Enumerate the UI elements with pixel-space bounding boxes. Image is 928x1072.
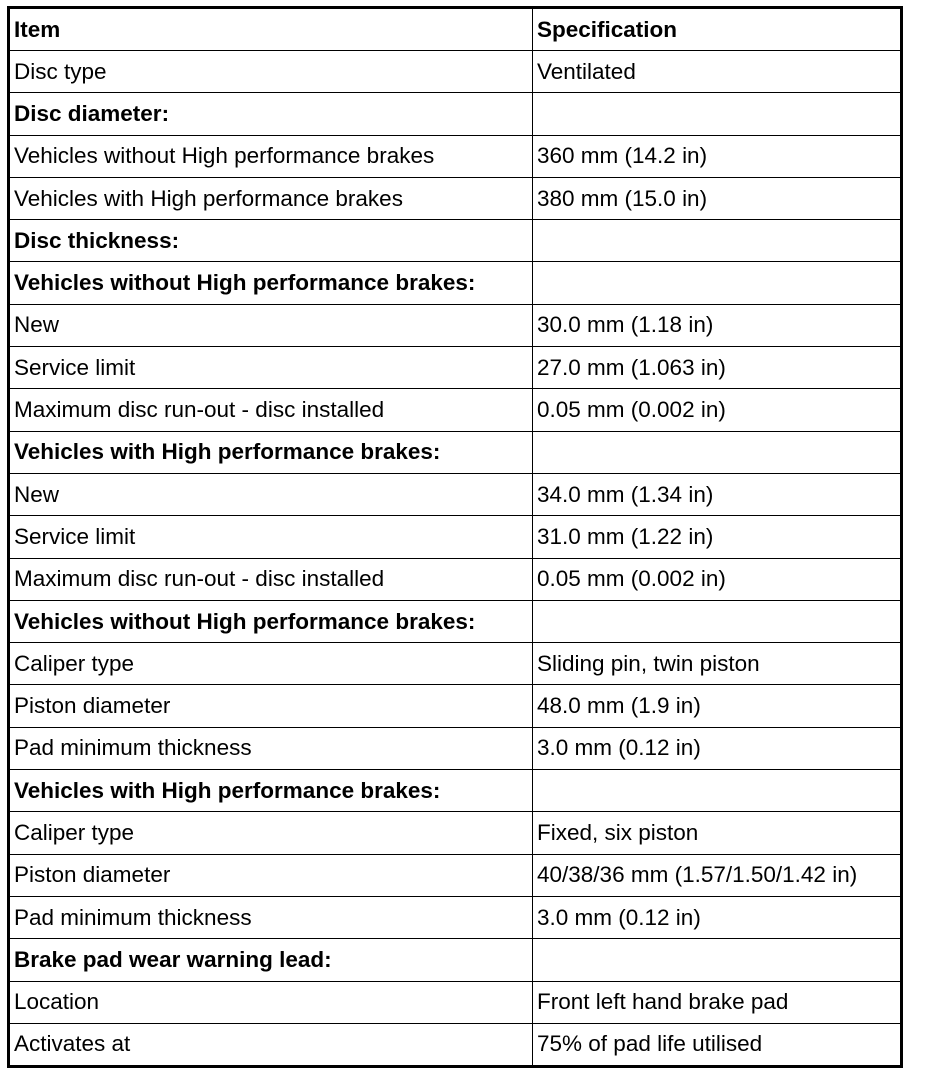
section-heading-row xyxy=(9,939,902,981)
section-heading-cell: Vehicles without High performance brakes: xyxy=(9,262,533,304)
item-cell: New xyxy=(9,473,533,515)
item-cell: Vehicles without High performance brakes xyxy=(9,135,533,177)
specification-cell: Fixed, six piston xyxy=(533,812,902,854)
specification-cell: 40/38/36 mm (1.57/1.50/1.42 in) xyxy=(533,854,902,896)
section-heading-row xyxy=(9,262,902,304)
specification-cell: 0.05 mm (0.002 in) xyxy=(533,389,902,431)
spec-table xyxy=(7,6,903,1068)
item-cell: Disc type xyxy=(9,51,533,93)
specification-cell xyxy=(533,431,902,473)
table-row xyxy=(9,347,902,389)
section-heading-row xyxy=(9,220,902,262)
section-heading-cell: Brake pad wear warning lead: xyxy=(9,939,533,981)
specification-cell xyxy=(533,220,902,262)
specification-cell: Front left hand brake pad xyxy=(533,981,902,1023)
specification-cell: 75% of pad life utilised xyxy=(533,1023,902,1066)
table-row xyxy=(9,177,902,219)
specification-cell xyxy=(533,600,902,642)
specification-cell: 0.05 mm (0.002 in) xyxy=(533,558,902,600)
table-row xyxy=(9,896,902,938)
table-row xyxy=(9,558,902,600)
item-cell: Maximum disc run-out - disc installed xyxy=(9,389,533,431)
section-heading-row xyxy=(9,600,902,642)
specification-cell xyxy=(533,770,902,812)
item-cell: Maximum disc run-out - disc installed xyxy=(9,558,533,600)
table-row xyxy=(9,516,902,558)
specification-cell: 48.0 mm (1.9 in) xyxy=(533,685,902,727)
specification-cell: Sliding pin, twin piston xyxy=(533,643,902,685)
table-row xyxy=(9,981,902,1023)
specification-cell: 360 mm (14.2 in) xyxy=(533,135,902,177)
section-heading-cell: Vehicles with High performance brakes: xyxy=(9,770,533,812)
specification-cell: Ventilated xyxy=(533,51,902,93)
table-row xyxy=(9,304,902,346)
item-cell: Service limit xyxy=(9,347,533,389)
table-row xyxy=(9,473,902,515)
item-cell: Piston diameter xyxy=(9,854,533,896)
specification-cell xyxy=(533,93,902,135)
specification-cell xyxy=(533,262,902,304)
specification-cell: 30.0 mm (1.18 in) xyxy=(533,304,902,346)
item-cell: Location xyxy=(9,981,533,1023)
section-heading-cell: Disc diameter: xyxy=(9,93,533,135)
table-row xyxy=(9,685,902,727)
table-row xyxy=(9,1023,902,1066)
specification-cell xyxy=(533,939,902,981)
section-heading-cell: Vehicles with High performance brakes: xyxy=(9,431,533,473)
section-heading-cell: Vehicles without High performance brakes: xyxy=(9,600,533,642)
specification-cell: 3.0 mm (0.12 in) xyxy=(533,896,902,938)
table-row xyxy=(9,643,902,685)
item-cell: Piston diameter xyxy=(9,685,533,727)
table-row xyxy=(9,389,902,431)
item-cell: Vehicles with High performance brakes xyxy=(9,177,533,219)
section-heading-cell: Disc thickness: xyxy=(9,220,533,262)
section-heading-row xyxy=(9,431,902,473)
header-item: Item xyxy=(9,8,533,51)
header-specification: Specification xyxy=(533,8,902,51)
specification-cell: 380 mm (15.0 in) xyxy=(533,177,902,219)
item-cell: Activates at xyxy=(9,1023,533,1066)
table-body xyxy=(9,51,902,1067)
specification-cell: 31.0 mm (1.22 in) xyxy=(533,516,902,558)
section-heading-row xyxy=(9,770,902,812)
item-cell: New xyxy=(9,304,533,346)
table-row xyxy=(9,51,902,93)
table-row xyxy=(9,812,902,854)
item-cell: Pad minimum thickness xyxy=(9,896,533,938)
table-row xyxy=(9,135,902,177)
table-row xyxy=(9,727,902,769)
table-row xyxy=(9,854,902,896)
table-header-row xyxy=(9,8,902,51)
item-cell: Caliper type xyxy=(9,643,533,685)
section-heading-row xyxy=(9,93,902,135)
specification-cell: 3.0 mm (0.12 in) xyxy=(533,727,902,769)
specification-cell: 27.0 mm (1.063 in) xyxy=(533,347,902,389)
item-cell: Service limit xyxy=(9,516,533,558)
specification-cell: 34.0 mm (1.34 in) xyxy=(533,473,902,515)
item-cell: Caliper type xyxy=(9,812,533,854)
item-cell: Pad minimum thickness xyxy=(9,727,533,769)
